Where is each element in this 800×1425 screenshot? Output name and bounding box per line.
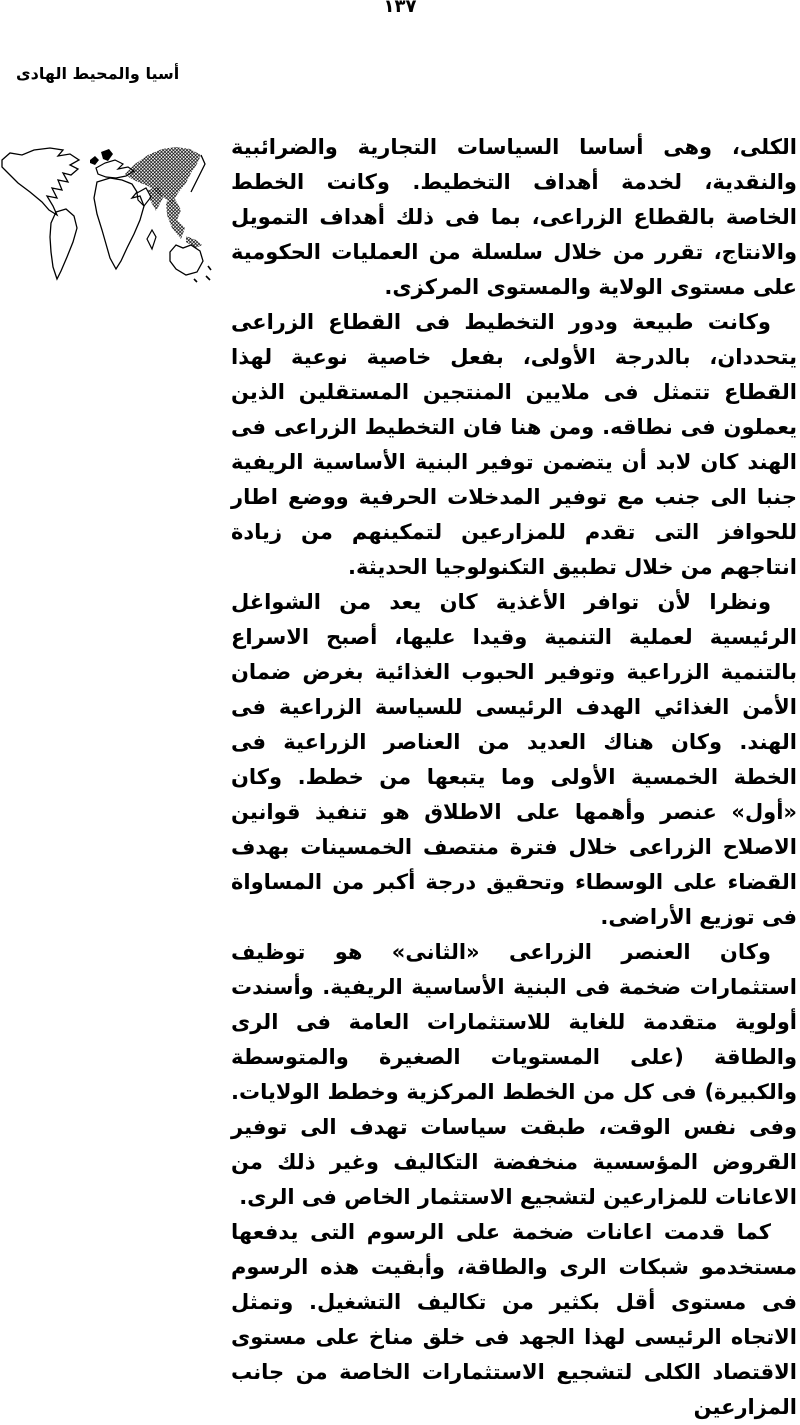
map-africa [94, 178, 144, 269]
map-north-america [2, 148, 79, 215]
map-madagascar [147, 230, 156, 249]
paragraph-3: ونظرا لأن توافر الأغذية كان يعد من الشواغل الرئيسية لعملية التنمية وقيدا عليها، أصبح الاسراع بالتنمية الزراعية وتوفير الحبوب الغذائية بغرض ضمان الأمن الغذائي الهدف الرئيسى للسياسة الزراعية فى الهند. وكان هناك العديد من العناصر الزراعية فى الخطة الخمسية الأولى وما يتبعها من خطط. وكان «أول» عنصر وأهمها على الاطلاق هو تنفيذ قوانين الاصلاح الزراعى خلال فترة منتصف الخمسينات بهدف القضاء على الوسطاء وتحقيق درجة أكبر من المساواة فى توزيع الأراضى. [231, 590, 797, 929]
map-scandinavia [101, 149, 113, 161]
map-southeast-asia-hatched [166, 199, 185, 239]
map-british-isles [90, 156, 99, 165]
world-map-svg [0, 140, 218, 288]
paragraph-4: وكان العنصر الزراعى «الثانى» هو توظيف استثمارات ضخمة فى البنية الأساسية الريفية. وأسندت أولوية متقدمة للغاية للاستثمارات العامة فى الرى والطاقة (على المستويات الصغيرة والمتوسطة والكبيرة) فى كل من الخطط المركزية وخطط الولايات. وفى نفس الوقت، طبقت سياسات تهدف الى توفير القروض المؤسسية منخفضة التكاليف وغير ذلك من الاعانات للمزارعين لتشجيع الاستثمار الخاص فى الرى. [231, 940, 797, 1209]
map-south-america [50, 209, 77, 279]
page-number: ١٣٧ [383, 0, 417, 17]
main-text-column [231, 130, 797, 1425]
map-australia [170, 245, 203, 275]
running-header-section-title: أسيا والمحيط الهادى [16, 64, 180, 83]
map-new-zealand [194, 266, 211, 282]
paragraph-1: الكلى، وهى أساسا السياسات التجارية والضرائبية والنقدية، لخدمة أهداف التخطيط. وكانت الخطط الخاصة بالقطاع الزراعى، بما فى ذلك أهداف التمويل والانتاج، تقرر من خلال سلسلة من العمليات الحكومية على مستوى الولاية والمستوى المركزى. [231, 135, 797, 299]
paragraph-5: كما قدمت اعانات ضخمة على الرسوم التى يدفعها مستخدمو شبكات الرى والطاقة، وأبقيت هذه الرسوم فى مستوى أقل بكثير من تكاليف التشغيل. وتمثل الاتجاه الرئيسى لهذا الجهد فى خلق مناخ على مستوى الاقتصاد الكلى لتشجيع الاستثمارات الخاصة من جانب المزارعين [231, 1220, 797, 1419]
map-asia-hatched [125, 147, 201, 203]
world-map-asia-pacific-highlighted [0, 140, 218, 288]
paragraph-2: وكانت طبيعة ودور التخطيط فى القطاع الزراعى يتحددان، بالدرجة الأولى، بفعل خاصية نوعية لهذا القطاع تتمثل فى ملايين المنتجين المستقلين الذين يعملون فى نطاقه. ومن هنا فان التخطيط الزراعى فى الهند كان لابد أن يتضمن توفير البنية الأساسية الريفية جنبا الى جنب مع توفير المدخلات الحرفية ووضع اطار للحوافز التى تقدم للمزارعين لتمكينهم من زيادة انتاجهم من خلال تطبيق التكنولوجيا الحديثة. [231, 310, 797, 579]
